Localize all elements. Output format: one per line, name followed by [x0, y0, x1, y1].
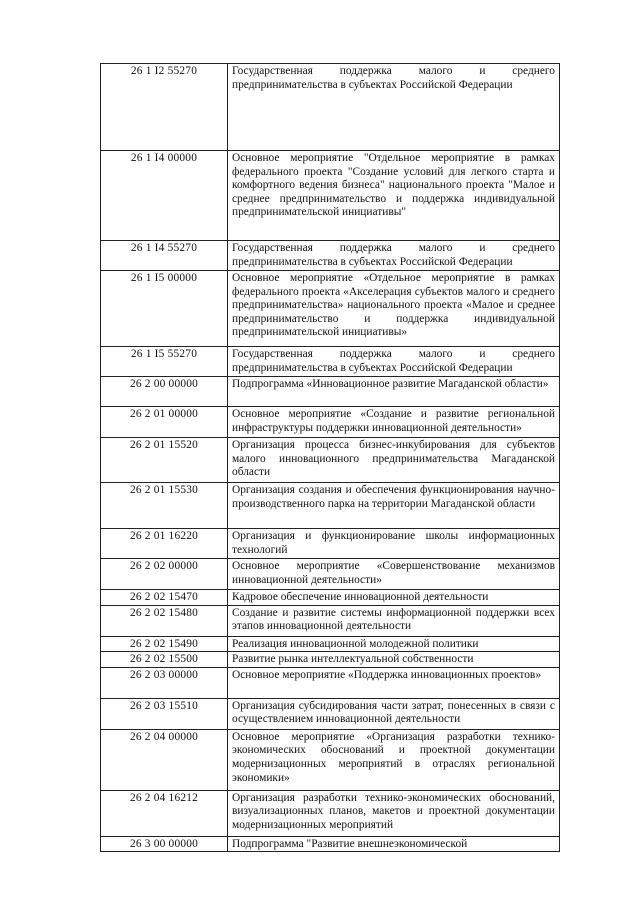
row-name: Основное мероприятие «Поддержка инновационных проектов» [228, 667, 560, 698]
table-row [101, 271, 560, 347]
budget-classification-table [100, 63, 560, 852]
table-row [101, 64, 560, 151]
table-row [101, 559, 560, 590]
row-name: Подпрограмма «Инновационное развитие Магаданской области» [228, 377, 560, 407]
row-name: Организация создания и обеспечения функционирования научно-производственного парка на территории Магаданской области [228, 483, 560, 529]
table-row [101, 729, 560, 790]
row-name: Основное мероприятие «Организация разработки технико-экономических обоснований и проектной документации модернизационных мероприятий в отраслях региональной экономики» [228, 729, 560, 790]
row-code: 26 2 04 16212 [101, 790, 228, 836]
table-row [101, 347, 560, 377]
table-row [101, 605, 560, 636]
row-code: 26 2 02 15470 [101, 590, 228, 606]
row-name: Организация и функционирование школы информационных технологий [228, 529, 560, 559]
table-row [101, 652, 560, 668]
row-name: Основное мероприятие «Отдельное мероприятие в рамках федерального проекта «Акселерация субъектов малого и среднего предпринимательства» национального проекта «Малое и среднее предпринимательство и поддержка индивидуальной предпринимательской инициативы» [228, 271, 560, 347]
table-row [101, 529, 560, 559]
row-code: 26 1 I5 55270 [101, 347, 228, 377]
row-name: Организация процесса бизнес-инкубирования для субъектов малого инновационного предпринимательства Магаданской области [228, 438, 560, 483]
row-name: Государственная поддержка малого и среднего предпринимательства в субъектах Российской Федерации [228, 347, 560, 377]
row-name: Основное мероприятие "Отдельное мероприятие в рамках федерального проекта "Создание условий для легкого старта и комфортного ведения бизнеса" национального проекта "Малое и среднее предпринимательство и поддержка индивидуальной предпринимательской инициативы" [228, 151, 560, 241]
row-code: 26 2 04 00000 [101, 729, 228, 790]
row-code: 26 1 I4 55270 [101, 241, 228, 271]
table-row [101, 407, 560, 438]
row-name: Основное мероприятие «Совершенствование механизмов инновационной деятельности» [228, 559, 560, 590]
table-row [101, 438, 560, 483]
row-code: 26 2 01 16220 [101, 529, 228, 559]
row-name: Создание и развитие системы информационной поддержки всех этапов инновационной деятельности [228, 605, 560, 636]
table-row [101, 698, 560, 729]
row-code: 26 1 I2 55270 [101, 64, 228, 151]
row-code: 26 1 I4 00000 [101, 151, 228, 241]
row-name: Кадровое обеспечение инновационной деятельности [228, 590, 560, 606]
row-code: 26 2 02 15480 [101, 605, 228, 636]
row-name: Организация разработки технико-экономических обоснований, визуализационных планов, макетов и проектной документации модернизационных мероприятий [228, 790, 560, 836]
table-row [101, 790, 560, 836]
row-code: 26 2 03 15510 [101, 698, 228, 729]
row-name: Государственная поддержка малого и среднего предпринимательства в субъектах Российской Федерации [228, 64, 560, 151]
row-name: Государственная поддержка малого и среднего предпринимательства в субъектах Российской Федерации [228, 241, 560, 271]
row-name: Основное мероприятие «Создание и развитие региональной инфраструктуры поддержки инновационной деятельности» [228, 407, 560, 438]
table-body [101, 64, 560, 852]
table-row [101, 836, 560, 852]
row-code: 26 2 01 15520 [101, 438, 228, 483]
row-code: 26 2 02 15490 [101, 636, 228, 652]
table-row [101, 241, 560, 271]
table-row [101, 377, 560, 407]
row-code: 26 3 00 00000 [101, 836, 228, 852]
row-name: Подпрограмма "Развитие внешнеэкономической [228, 836, 560, 852]
row-name: Развитие рынка интеллектуальной собственности [228, 652, 560, 668]
row-code: 26 1 I5 00000 [101, 271, 228, 347]
row-code: 26 2 01 15530 [101, 483, 228, 529]
row-name: Организация субсидирования части затрат, понесенных в связи с осуществлением инновационной деятельности [228, 698, 560, 729]
table-row [101, 590, 560, 606]
table-row [101, 151, 560, 241]
table-row [101, 667, 560, 698]
row-code: 26 2 02 15500 [101, 652, 228, 668]
row-code: 26 2 01 00000 [101, 407, 228, 438]
table-row [101, 636, 560, 652]
row-code: 26 2 00 00000 [101, 377, 228, 407]
table-row [101, 483, 560, 529]
row-code: 26 2 02 00000 [101, 559, 228, 590]
row-name: Реализация инновационной молодежной политики [228, 636, 560, 652]
row-code: 26 2 03 00000 [101, 667, 228, 698]
